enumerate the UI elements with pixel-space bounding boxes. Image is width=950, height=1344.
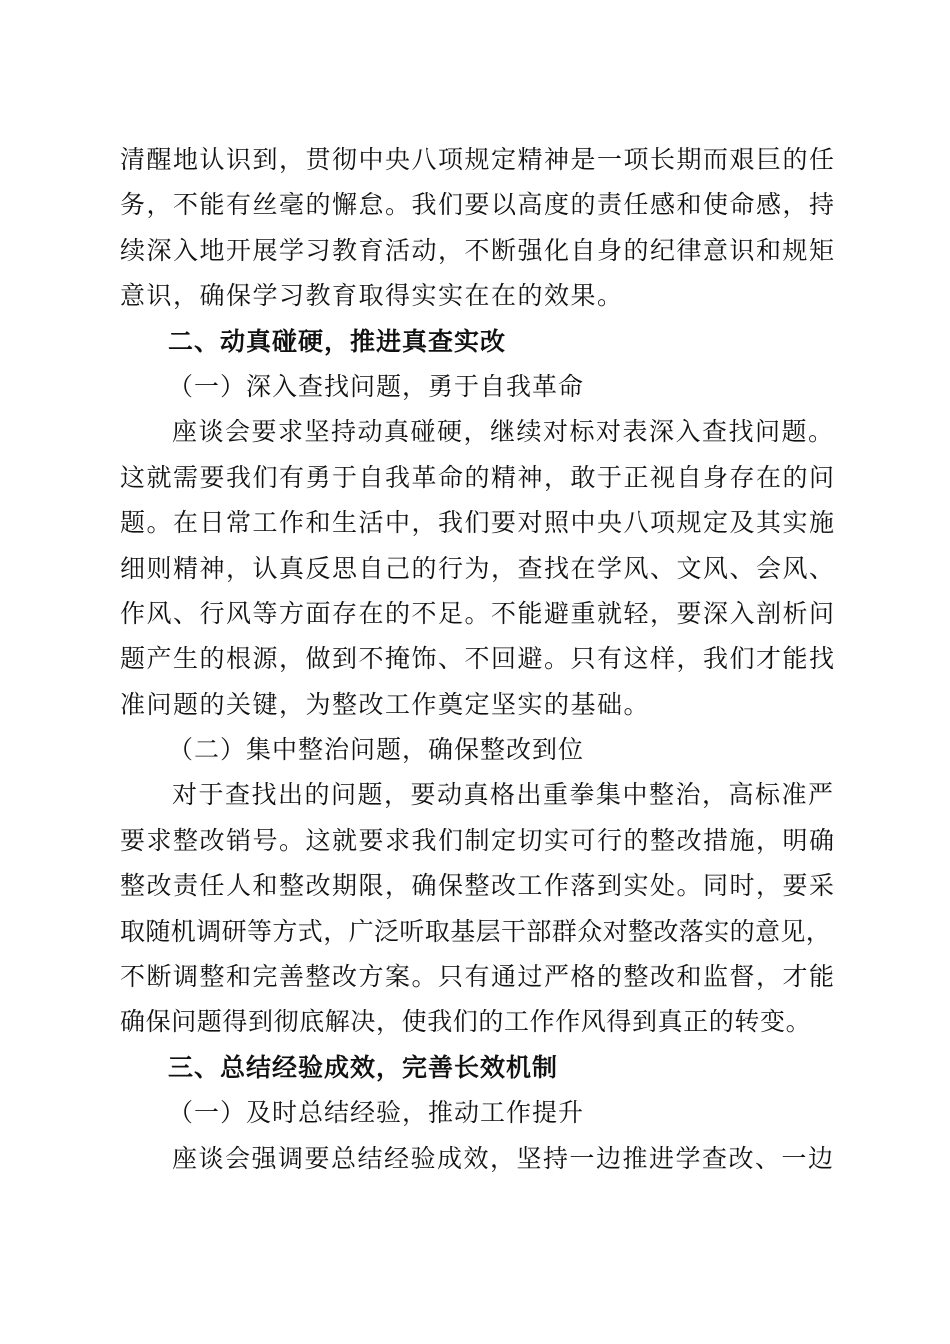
subsection-heading-2-2: （二）集中整治问题，确保整改到位 — [168, 735, 585, 765]
text-line: 整改责任人和整改期限，确保整改工作落到实处。同时，要采 — [120, 871, 836, 901]
subsection-heading-2-1: （一）深入查找问题，勇于自我革命 — [168, 371, 585, 401]
text-line: 准问题的关键，为整改工作奠定坚实的基础。 — [120, 689, 651, 719]
paragraph-continued — [120, 137, 836, 319]
text-line: 清醒地认识到，贯彻中央八项规定精神是一项长期而艰巨的任 — [120, 145, 836, 174]
text-line: 取随机调研等方式，广泛听取基层干部群众对整改落实的意见， — [120, 916, 832, 946]
paragraph-2-1 — [120, 409, 836, 727]
text-line: 座谈会要求坚持动真碰硬，继续对标对表深入查找问题。 — [172, 417, 835, 447]
section-heading-3: 三、总结经验成效，完善长效机制 — [168, 1052, 559, 1082]
section-heading-2: 二、动真碰硬，推进真查实改 — [168, 326, 507, 356]
text-line: 续深入地开展学习教育活动，不断强化自身的纪律意识和规矩 — [120, 235, 836, 265]
text-line: 意识，确保学习教育取得实实在在的效果。 — [120, 281, 624, 311]
text-line: 座谈会强调要总结经验成效，坚持一边推进学查改、一边 — [172, 1143, 835, 1173]
text-line: 要求整改销号。这就要求我们制定切实可行的整改措施，明确 — [120, 825, 836, 855]
document-body — [120, 137, 836, 1181]
text-line: 确保问题得到彻底解决，使我们的工作作风得到真正的转变。 — [120, 1007, 812, 1037]
text-line: 细则精神，认真反思自己的行为，查找在学风、文风、会风、 — [120, 553, 836, 583]
text-line: 务，不能有丝毫的懈怠。我们要以高度的责任感和使命感，持 — [120, 190, 836, 220]
text-line: 这就需要我们有勇于自我革命的精神，敢于正视自身存在的问 — [120, 462, 836, 492]
subsection-heading-3-1: （一）及时总结经验，推动工作提升 — [168, 1098, 585, 1128]
text-line: 题。在日常工作和生活中，我们要对照中央八项规定及其实施 — [120, 508, 836, 538]
text-line: 题产生的根源，做到不掩饰、不回避。只有这样，我们才能找 — [120, 644, 836, 674]
text-line: 作风、行风等方面存在的不足。不能避重就轻，要深入剖析问 — [120, 598, 836, 628]
paragraph-2-2 — [120, 772, 836, 1044]
text-line: 不断调整和完善整改方案。只有通过严格的整改和监督，才能 — [120, 962, 836, 992]
paragraph-3-1 — [120, 1136, 835, 1181]
text-line: 对于查找出的问题，要动真格出重拳集中整治，高标准严 — [172, 780, 835, 810]
